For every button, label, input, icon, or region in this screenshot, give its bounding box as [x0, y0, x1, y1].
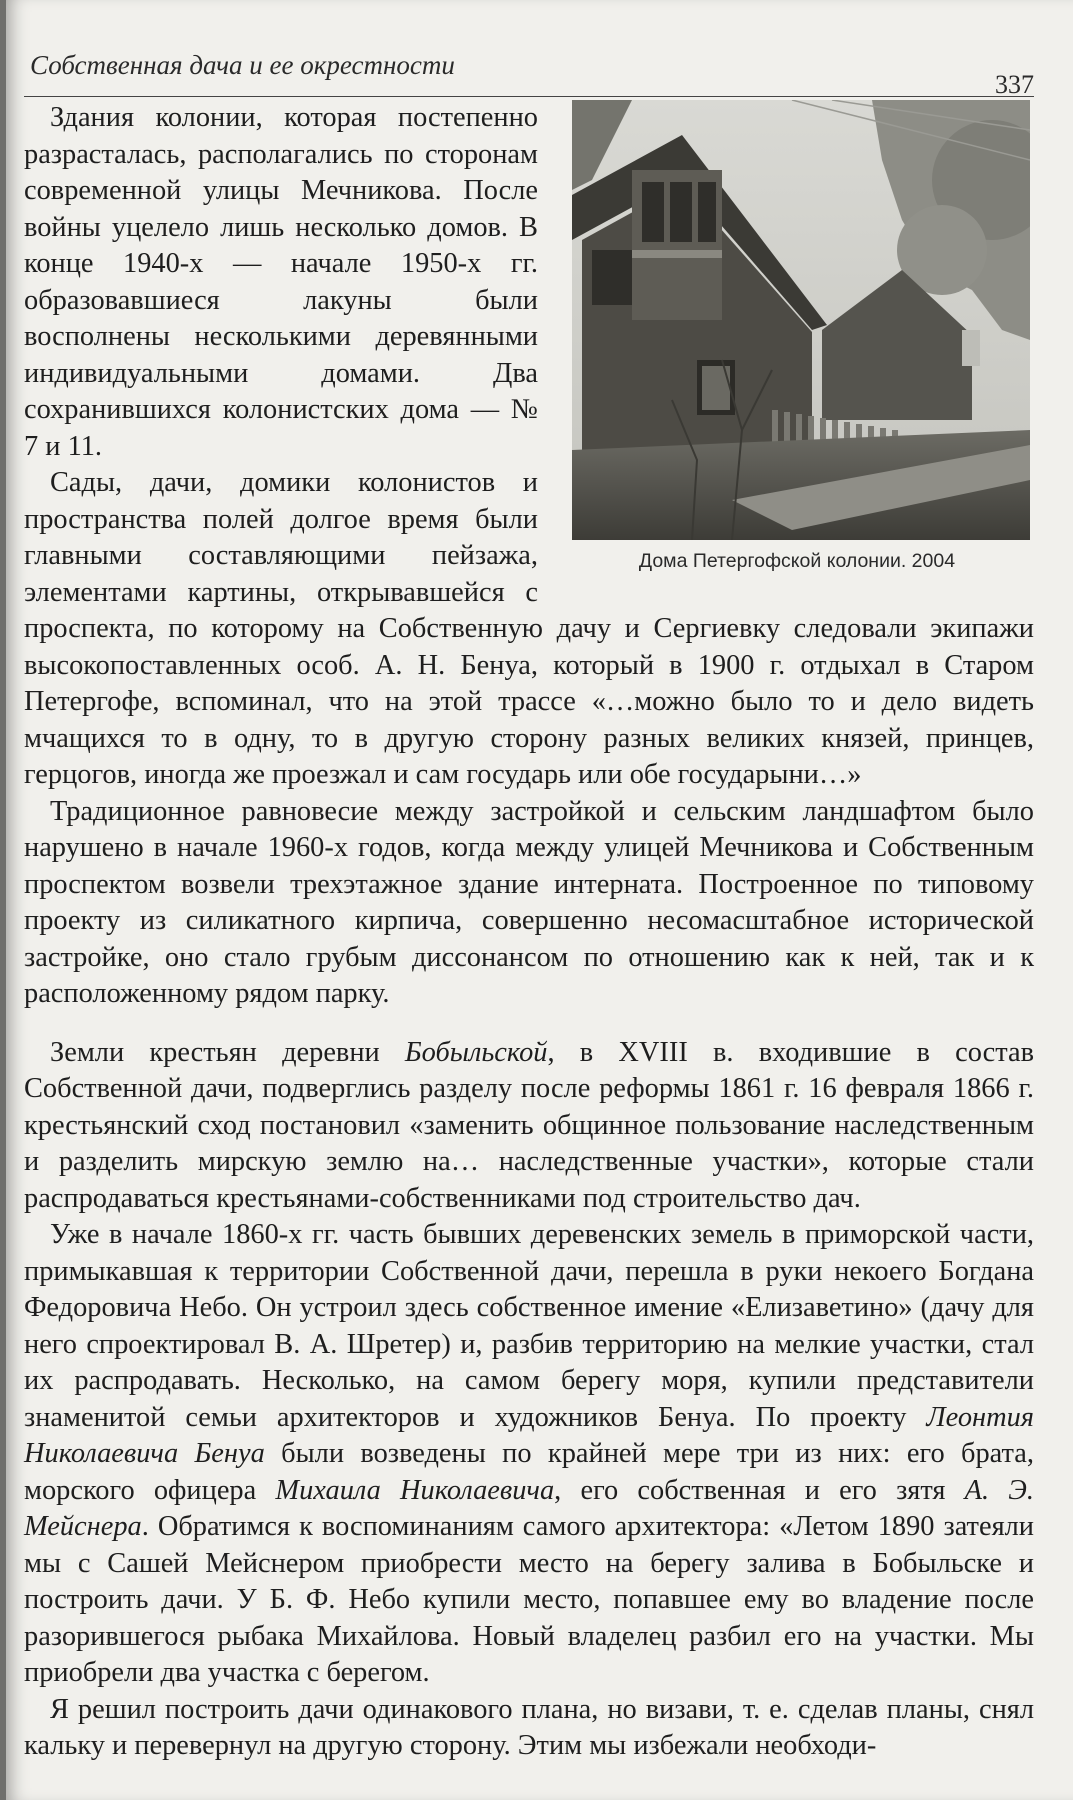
figure-caption: Дома Петергофской колонии. 2004	[638, 550, 956, 572]
paragraph-4	[24, 1035, 1034, 1218]
running-head	[24, 44, 1034, 97]
paragraph-5	[24, 1217, 1034, 1692]
paragraph-5-text-1: Уже в начале 1860-х гг. часть бывших деревенских земель в приморской части, примыкавшая к территории Собственной дачи, перешла в руки некоего Богдана Федоровича Небо. Он устроил здесь собственное имение «Елизаветино» (дачу для него спроектировал В. А. Шретер) и, разбив территорию на мелкие участки, стал их распродавать. Несколько, на самом берегу моря, купили представители знаменитой семьи архитекторов и художников Бенуа. По проекту	[24, 1219, 1034, 1433]
paragraph-2: Сады, дачи, домики колонистов и пространства полей долгое время были главными составляющими пейзажа, элементами картины, открывавшейся с проспекта, по которому на Собственную дачу и Сергиевку следовали экипажи высокопоставленных особ. А. Н. Бенуа, который в 1900 г. отдыхал в Старом Петергофе, вспоминал, что на этой трассе «…можно было то и дело видеть мчащихся то в одну, то в другую сторону разных великих князей, принцев, герцогов, иногда же проезжал и сам государь или обе государыни…»	[24, 467, 1034, 790]
page-number: 337	[995, 70, 1034, 99]
paragraph-5-text-4: . Обратимся к воспоминаниям самого архитектора: «Летом 1890 затеяли мы с Сашей Мейснером приобрести место на берегу залива в Бобыльске и построить дачи. У Б. Ф. Небо купили место, попавшее ему во владение после разорившегося рыбака Михайлова. Новый владелец разбил его на участки. Мы приобрели два участка с берегом.	[24, 1511, 1034, 1688]
paragraph-3: Традиционное равновесие между застройкой и сельским ландшафтом было нарушено в начале 1960-х годов, когда между улицей Мечникова и Собственным проспектом возвели трехэтажное здание интерната. Построенное по типовому проекту из силикатного кирпича, совершенно несомасштабное исторической застройке, оно стало грубым диссонансом по отношению как к ней, так и к расположенному рядом парку.	[24, 795, 1034, 1009]
paragraph-6: Я решил построить дачи одинакового плана, но визави, т. е. сделав планы, снял кальку и перевернул на другую сторону. Этим мы избежали необходи-	[24, 1693, 1034, 1761]
paragraph-4-emphasis: Бобыльской	[404, 1036, 548, 1068]
paragraph-1: Здания колонии, которая постепенно разрасталась, располагались по сторонам современной улицы Мечникова. После войны уцелело лишь несколько домов. В конце 1940-х — начале 1950-х гг. образовавшиеся лакуны были восполнены несколькими деревянными индивидуальными домами. Два сохранившихся колонистских дома — № 7 и 11.	[24, 102, 538, 462]
paragraph-5-emphasis-3: А. Э. Мейснера	[24, 1474, 1034, 1542]
running-title: Собственная дача и ее окрестности	[30, 50, 455, 80]
paragraph-5-text-3: , его собственная и его зятя	[554, 1474, 965, 1506]
body-text	[24, 100, 1034, 1765]
book-page	[6, 0, 1073, 1800]
paragraph-5-emphasis-1: Леонтия Николаевича Бенуа	[24, 1401, 1034, 1469]
paragraph-5-text-2: были возведены по крайней мере три из них: его брата, морского офицера	[24, 1438, 1034, 1506]
paragraph-4-text-end: , в XVIII в. входившие в состав Собственной дачи, подверглись разделу после реформы 1861 г. 16 февраля 1866 г. крестьянский сход постановил «заменить общинное пользование наследственным и разделить мирскую землю на… наследственные участки», которые стали распродаваться крестьянами-собственниками под строительство дач.	[24, 1036, 1034, 1214]
figure	[560, 100, 1034, 574]
paragraph-5-emphasis-2: Михаила Николаевича	[275, 1474, 555, 1506]
photo-wooden-houses	[572, 100, 1030, 540]
paragraph-4-text: Земли крестьян деревни	[50, 1036, 405, 1068]
